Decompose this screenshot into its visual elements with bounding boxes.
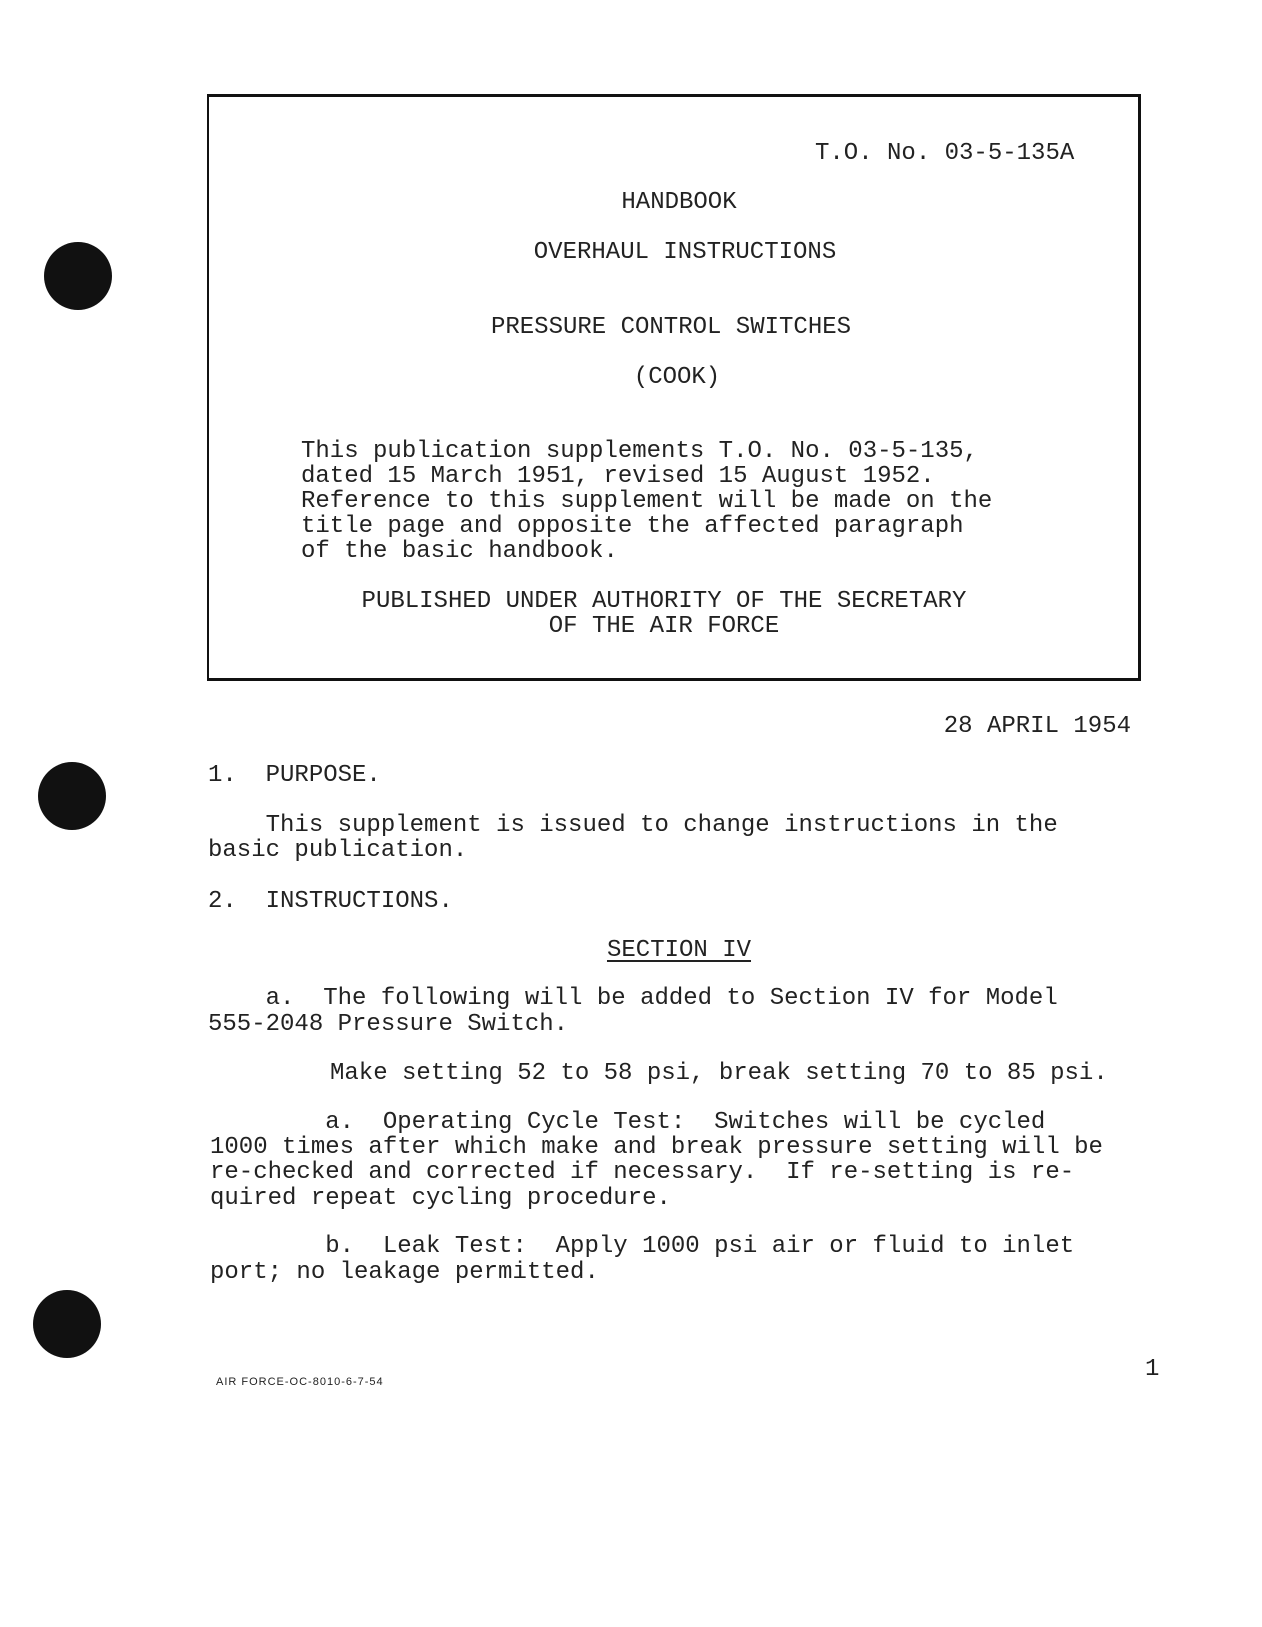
supplement-line: dated 15 March 1951, revised 15 August 1952.	[301, 463, 935, 490]
cycle-test-text: re-checked and corrected if necessary. If re-setting is re-	[210, 1159, 1075, 1186]
authority-line: PUBLISHED UNDER AUTHORITY OF THE SECRETARY	[361, 588, 967, 615]
item-a-text: 555-2048 Pressure Switch.	[208, 1011, 569, 1038]
supplement-line: This publication supplements T.O. No. 03-5-135,	[301, 438, 978, 465]
punch-hole	[44, 242, 112, 310]
punch-hole	[38, 762, 106, 830]
leak-test-text: port; no leakage permitted.	[210, 1259, 599, 1286]
section-title: SECTION IV	[606, 937, 752, 964]
maker: (COOK)	[633, 364, 721, 391]
overhaul-title: OVERHAUL INSTRUCTIONS	[533, 239, 837, 266]
cycle-test-text: a. Operating Cycle Test: Switches will be cycled	[210, 1109, 1046, 1136]
print-code: AIR FORCE-OC-8010-6-7-54	[216, 1376, 384, 1388]
setting-text: Make setting 52 to 58 psi, break setting 70 to 85 psi.	[330, 1060, 1108, 1087]
page-number: 1	[1145, 1356, 1160, 1383]
leak-test-text: b. Leak Test: Apply 1000 psi air or fluid to inlet	[210, 1233, 1075, 1260]
subject-title: PRESSURE CONTROL SWITCHES	[490, 314, 852, 341]
supplement-line: of the basic handbook.	[301, 538, 618, 565]
cycle-test-text: quired repeat cycling procedure.	[210, 1185, 671, 1212]
purpose-heading: 1. PURPOSE.	[208, 762, 381, 789]
issue-date: 28 APRIL 1954	[943, 713, 1131, 740]
purpose-text: This supplement is issued to change instructions in the	[208, 812, 1058, 839]
item-a-text: a. The following will be added to Section IV for Model	[208, 985, 1058, 1012]
to-number: T.O. No. 03-5-135A	[815, 140, 1075, 167]
handbook-title: HANDBOOK	[621, 189, 737, 216]
supplement-line: Reference to this supplement will be made on the	[301, 488, 993, 515]
cycle-test-text: 1000 times after which make and break pressure setting will be	[210, 1134, 1103, 1161]
supplement-line: title page and opposite the affected paragraph	[301, 513, 964, 540]
instructions-heading: 2. INSTRUCTIONS.	[208, 888, 453, 915]
purpose-text: basic publication.	[208, 837, 468, 864]
authority-line: OF THE AIR FORCE	[548, 613, 780, 640]
punch-hole	[33, 1290, 101, 1358]
